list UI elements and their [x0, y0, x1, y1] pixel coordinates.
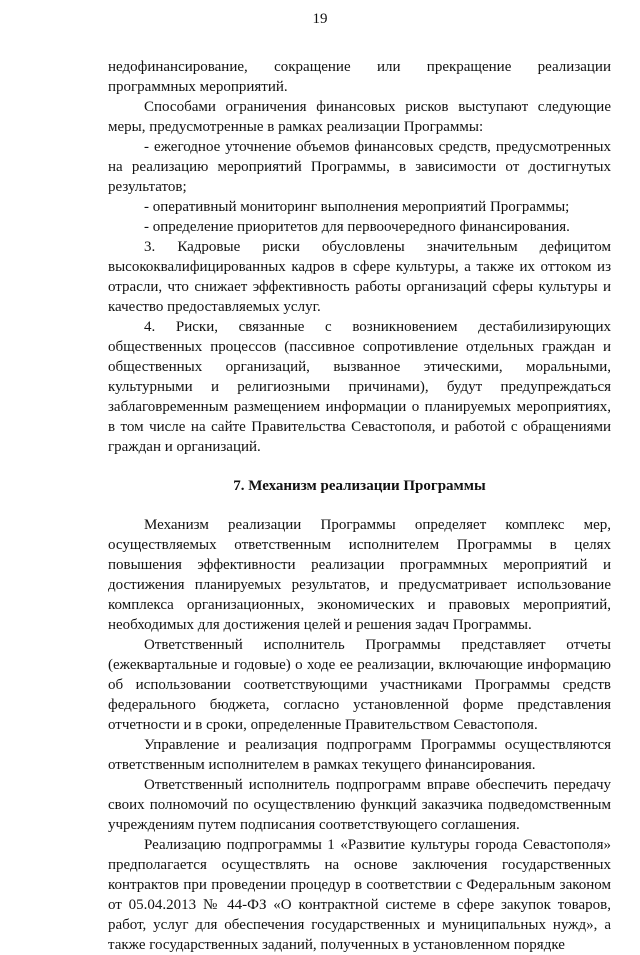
list-item-monitoring: - оперативный мониторинг выполнения мероприятий Программы;: [144, 199, 570, 215]
list-item-annual-adjustment: - ежегодное уточнение объемов финансовых средств, предусмотренных на реализацию мероприятий Программы, в зависимости от достигнутых результатов;: [108, 139, 611, 195]
paragraph-financial-risk-methods: Способами ограничения финансовых рисков выступают следующие меры, предусмотренные в рамках реализации Программы:: [108, 99, 611, 135]
paragraph-personnel-risks: 3. Кадровые риски обусловлены значительным дефицитом высококвалифицированных кадров в сфере культуры, а также их оттоком из отрасли, что снижает эффективность работы организаций сферы культуры и качество предоставляемых услуг.: [108, 239, 611, 315]
paragraph-mechanism: Механизм реализации Программы определяет комплекс мер, осуществляемых ответственным исполнителем Программы в целях повышения эффективности реализации программных мероприятий и достижения планируемых результатов, и предусматривает использование комплекса организационных, экономических и правовых мероприятий, необходимых для достижения целей и решения задач Программы.: [108, 517, 611, 633]
paragraph-social-risks: 4. Риски, связанные с возникновением дестабилизирующих общественных процессов (пассивное сопротивление отдельных граждан и общественных организаций, вызванное этическими, моральными, культурными и религиозными причинами), будут предупреждаться заблаговременным размещением информации о планируемых мероприятиях, в том числе на сайте Правительства Севастополя, и работой с обращениями граждан и организаций.: [108, 319, 611, 455]
paragraph-continuation: недофинансирование, сокращение или прекращение реализации программных мероприятий.: [108, 59, 611, 95]
paragraph-reporting: Ответственный исполнитель Программы представляет отчеты (ежеквартальные и годовые) о ходе ее реализации, включающие информацию об использовании соответствующими участниками Программы средств федерального бюджета, согласно установленной форме представления отчетности и в сроки, определенные Правительством Севастополя.: [108, 637, 611, 733]
page-number: 19: [312, 11, 328, 27]
section-heading: 7. Механизм реализации Программы: [233, 478, 486, 494]
paragraph-management: Управление и реализация подпрограмм Программы осуществляются ответственным исполнителем в рамках текущего финансирования.: [108, 737, 611, 773]
paragraph-subprogram-1: Реализацию подпрограммы 1 «Развитие культуры города Севастополя» предполагается осуществлять на основе заключения государственных контрактов при проведении процедур в соответствии с Федеральным законом от 05.04.2013 № 44-ФЗ «О контрактной системе в сфере закупок товаров, работ, услуг для обеспечения государственных и муниципальных нужд», а также государственных заданий, полученных в установленном порядке: [108, 837, 611, 953]
paragraph-delegation: Ответственный исполнитель подпрограмм вправе обеспечить передачу своих полномочий по осуществлению функций заказчика подведомственным учреждениям путем подписания соответствующего соглашения.: [108, 777, 611, 833]
list-item-priorities: - определение приоритетов для первоочередного финансирования.: [144, 219, 570, 235]
document-body: [108, 57, 611, 955]
